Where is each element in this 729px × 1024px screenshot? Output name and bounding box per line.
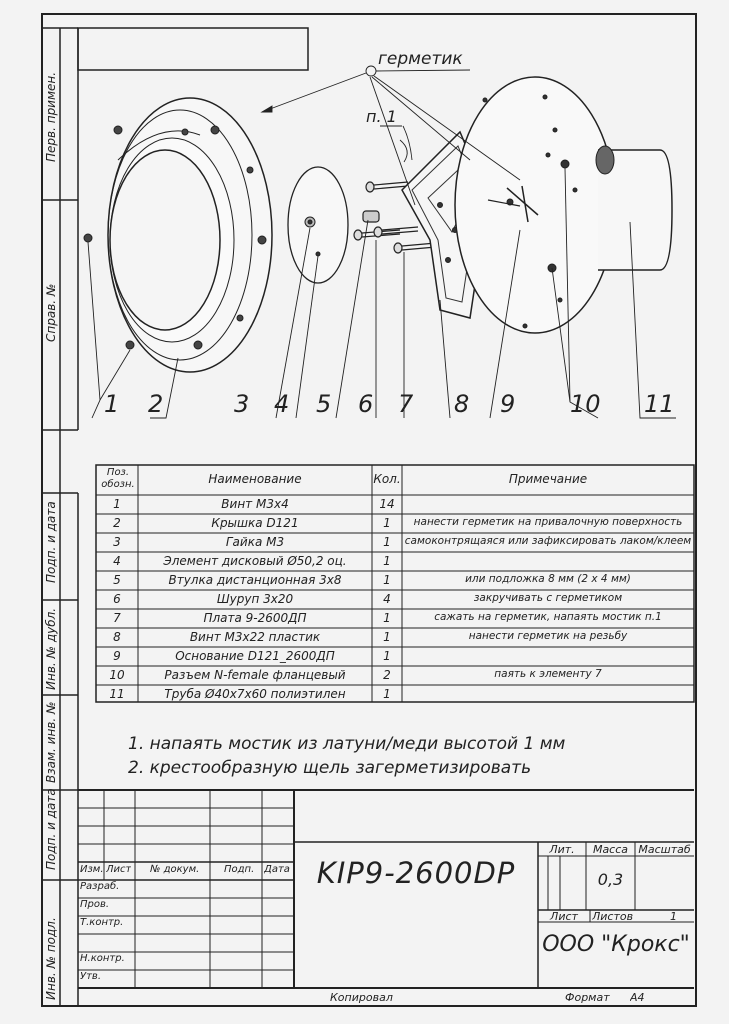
table-cell-name: Элемент дисковый Ø50,2 оц.: [163, 554, 347, 568]
table-cell-note: сажать на герметик, напаять мостик п.1: [434, 611, 662, 623]
tb-massa: Масса: [592, 843, 629, 856]
item-number-7: 7: [398, 390, 414, 418]
item-number-6: 6: [358, 390, 374, 418]
table-cell-pos: 1: [113, 497, 121, 511]
table-cell-pos: 3: [113, 535, 121, 549]
table-cell-note: закручивать с герметиком: [473, 592, 623, 604]
table-cell-name: Шуруп 3х20: [216, 592, 294, 606]
table-cell-name: Плата 9-2600ДП: [203, 611, 307, 625]
table-cell-qty: 4: [383, 592, 391, 606]
table-cell-pos: 9: [113, 649, 121, 663]
table-header-note: Примечание: [508, 472, 588, 486]
margin-podp-i-data-2: Подп. и дата: [44, 788, 58, 870]
table-cell-pos: 5: [113, 573, 121, 587]
item-number-2: 2: [148, 390, 164, 418]
tb-row-nkontr: Н.контр.: [80, 953, 125, 964]
table-cell-qty: 1: [383, 573, 391, 587]
table-cell-qty: 1: [383, 611, 391, 625]
table-cell-pos: 6: [113, 592, 121, 606]
tb-row-razrab: Разраб.: [80, 881, 120, 892]
table-cell-name: Втулка дистанционная 3х8: [168, 573, 342, 587]
table-cell-note: паять к элементу 7: [494, 668, 602, 680]
table-cell-qty: 1: [383, 516, 391, 530]
table-cell-name: Труба Ø40х7х60 полиэтилен: [164, 687, 346, 701]
table-cell-pos: 10: [109, 668, 125, 682]
tb-col-doc: № докум.: [150, 864, 200, 875]
tb-listov: Листов: [592, 910, 634, 923]
table-cell-qty: 1: [383, 554, 391, 568]
table-cell-qty: 1: [383, 649, 391, 663]
cover-part: [108, 98, 272, 372]
item-number-11: 11: [644, 390, 675, 418]
table-cell-note: нанести герметик на резьбу: [468, 630, 628, 642]
table-header-pos: Поз. обозн.: [101, 467, 135, 490]
tb-row-utv: Утв.: [80, 971, 101, 982]
table-header-qty: Кол.: [373, 472, 401, 486]
tb-col-list: Лист: [106, 864, 132, 875]
table-cell-pos: 7: [113, 611, 121, 625]
tb-masshtab: Масштаб: [638, 843, 691, 856]
tb-col-podp: Подп.: [224, 864, 255, 875]
tb-company: ООО "Крокс": [542, 932, 690, 957]
table-cell-note: или подложка 8 мм (2 х 4 мм): [465, 573, 631, 585]
callout-hermetic: герметик: [378, 49, 463, 69]
base-plate-part: [455, 77, 615, 333]
margin-perv-primen: Перв. примен.: [44, 71, 58, 162]
tb-mass-value: 0,3: [597, 870, 624, 889]
table-cell-name: Винт М3х4: [221, 497, 289, 511]
tb-row-tkontr: Т.контр.: [80, 917, 124, 928]
item-number-9: 9: [500, 390, 516, 418]
tb-col-izm: Изм.: [80, 864, 104, 875]
table-cell-qty: 2: [383, 668, 391, 682]
margin-sprav-no: Справ. №: [44, 283, 58, 342]
item-number-3: 3: [234, 390, 250, 418]
table-cell-qty: 1: [383, 687, 391, 701]
table-cell-note: нанести герметик на привалочную поверхность: [413, 516, 683, 528]
tb-row-prov: Пров.: [80, 899, 110, 910]
disk-element-part: [288, 167, 348, 283]
tb-lit: Лит.: [549, 843, 575, 856]
table-cell-name: Разъем N-female фланцевый: [164, 668, 346, 682]
table-cell-name: Крышка D121: [211, 516, 299, 530]
table-cell-name: Основание D121_2600ДП: [175, 649, 335, 663]
footer-format: Формат: [565, 991, 610, 1004]
item-number-10: 10: [570, 390, 601, 418]
tb-col-data: Дата: [264, 864, 290, 875]
item-number-4: 4: [274, 390, 290, 418]
tube-part: [596, 146, 672, 270]
callout-p1: п. 1: [366, 107, 397, 126]
table-cell-pos: 4: [113, 554, 121, 568]
table-cell-pos: 2: [113, 516, 121, 530]
item-number-5: 5: [316, 390, 332, 418]
table-cell-qty: 1: [383, 630, 391, 644]
footer-format-value: А4: [630, 991, 645, 1004]
table-cell-name: Винт М3х22 пластик: [189, 630, 321, 644]
tb-listov-value: 1: [670, 910, 677, 923]
margin-vzam-inv: Взам. инв. №: [44, 701, 58, 783]
table-cell-qty: 14: [379, 497, 395, 511]
margin-inv-podl: Инв. № подл.: [44, 917, 58, 1000]
item-number-1: 1: [104, 390, 120, 418]
document-designation: KIP9-2600DP: [316, 856, 516, 890]
tb-list: Лист: [550, 910, 578, 923]
note-2: 2. крестообразную щель загерметизировать: [128, 758, 532, 778]
table-header-name: Наименование: [208, 472, 302, 486]
table-cell-pos: 11: [109, 687, 125, 701]
note-1: 1. напаять мостик из латуни/меди высотой 1 мм: [128, 734, 566, 754]
table-cell-name: Гайка М3: [225, 535, 285, 549]
margin-inv-dubl: Инв. № дубл.: [44, 607, 58, 690]
item-number-8: 8: [454, 390, 470, 418]
table-cell-note: самоконтрящаяся или зафиксировать лаком/клеем: [404, 535, 692, 547]
table-cell-pos: 8: [113, 630, 121, 644]
table-cell-qty: 1: [383, 535, 391, 549]
footer-kopiroval: Копировал: [330, 991, 393, 1004]
margin-podp-i-data-1: Подп. и дата: [44, 501, 58, 583]
